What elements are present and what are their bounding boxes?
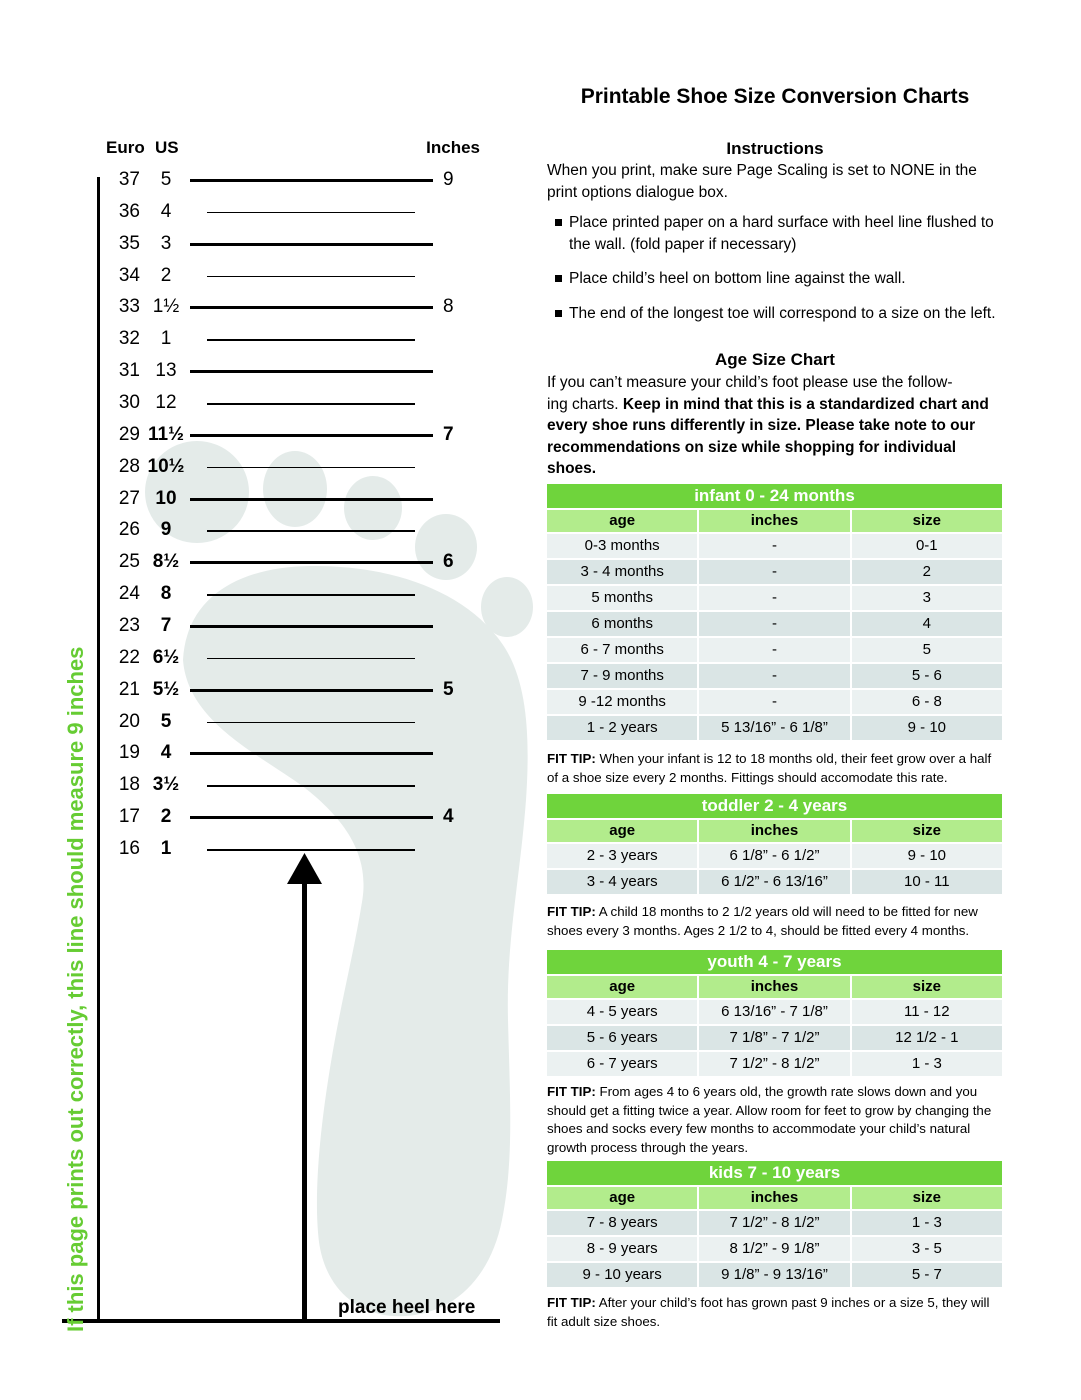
euro-size-label: 22 bbox=[118, 646, 140, 668]
euro-size-label: 19 bbox=[118, 742, 140, 764]
euro-size-label: 33 bbox=[118, 296, 140, 318]
us-size-label: 3 bbox=[160, 232, 172, 254]
inch-mark-label: 6 bbox=[443, 551, 454, 573]
column-header-age: age bbox=[547, 820, 697, 842]
table-cell-inches: 7 1/2” - 8 1/2” bbox=[699, 1211, 849, 1235]
table-title: toddler 2 - 4 years bbox=[547, 794, 1002, 818]
euro-size-label: 28 bbox=[118, 455, 140, 477]
content-column bbox=[547, 0, 1003, 1400]
fit-tip bbox=[547, 750, 1003, 787]
fit-tip-text: When your infant is 12 to 18 months old, their feet grow over a half of a shoe size every 2 months. Fittings should accomodate this rate. bbox=[547, 751, 992, 785]
table-grid bbox=[547, 820, 1002, 894]
euro-size-label: 18 bbox=[118, 774, 140, 796]
us-size-label: 9 bbox=[160, 519, 172, 541]
fit-tip-label: FIT TIP: bbox=[547, 751, 596, 766]
bullet-text: The end of the longest toe will correspond to a size on the left. bbox=[569, 304, 996, 322]
table-cell-age: 2 - 3 years bbox=[547, 844, 697, 868]
column-header-age: age bbox=[547, 1187, 697, 1209]
euro-column-header: Euro bbox=[106, 138, 145, 157]
euro-size-label: 32 bbox=[118, 328, 140, 350]
table-title: kids 7 - 10 years bbox=[547, 1161, 1002, 1185]
table-cell-inches: - bbox=[699, 534, 849, 558]
intro-bold-note: Keep in mind that this is a standardized chart and every shoe runs differently in size. Please take note to our recommendations on size while shopping for individual shoes. bbox=[547, 395, 989, 477]
us-size-label: 1 bbox=[160, 328, 172, 350]
instruction-bullet bbox=[547, 212, 1003, 255]
bullet-text: Place child’s heel on bottom line against the wall. bbox=[569, 270, 906, 287]
fit-tip-text: A child 18 months to 2 1/2 years old will need to be fitted for new shoes every 3 months. Ages 2 1/2 to 4, should be fitted every 4 months. bbox=[547, 904, 978, 938]
euro-size-label: 37 bbox=[118, 169, 140, 190]
inches-column-header: Inches bbox=[426, 138, 480, 157]
intro-line-2: ing charts. bbox=[547, 395, 623, 413]
euro-size-label: 30 bbox=[118, 392, 140, 414]
table-cell-size: 11 - 12 bbox=[852, 1000, 1002, 1024]
table-cell-size: 1 - 3 bbox=[852, 1211, 1002, 1235]
us-size-label: 5 bbox=[160, 710, 172, 732]
inch-mark-label: 5 bbox=[443, 678, 454, 700]
instructions-bullet-list bbox=[547, 212, 1003, 337]
instruction-bullet bbox=[547, 303, 1003, 325]
age-size-chart-heading: Age Size Chart bbox=[715, 350, 835, 369]
size-table bbox=[547, 484, 1002, 740]
table-cell-size: 12 1/2 - 1 bbox=[852, 1026, 1002, 1050]
us-size-label: 10½ bbox=[147, 455, 185, 477]
table-title: infant 0 - 24 months bbox=[547, 484, 1002, 508]
inch-mark-label: 9 bbox=[443, 169, 454, 190]
table-cell-size: 3 - 5 bbox=[852, 1237, 1002, 1261]
table-cell-inches: 7 1/8” - 7 1/2” bbox=[699, 1026, 849, 1050]
table-cell-size: 3 bbox=[852, 586, 1002, 610]
us-size-label: 8½ bbox=[152, 551, 180, 573]
us-size-label: 5½ bbox=[152, 678, 180, 700]
intro-line-1: If you can’t measure your child’s foot please use the follow- bbox=[547, 374, 953, 391]
table-cell-age: 5 months bbox=[547, 586, 697, 610]
fit-tip-label: FIT TIP: bbox=[547, 904, 596, 919]
euro-size-label: 29 bbox=[118, 423, 140, 445]
table-cell-inches: 6 1/8” - 6 1/2” bbox=[699, 844, 849, 868]
page-title: Printable Shoe Size Conversion Charts bbox=[580, 85, 970, 108]
table-cell-inches: - bbox=[699, 664, 849, 688]
instruction-bullet bbox=[547, 268, 1003, 290]
table-cell-size: 2 bbox=[852, 560, 1002, 584]
size-table bbox=[547, 794, 1002, 894]
column-header-size: size bbox=[852, 820, 1002, 842]
us-size-label: 3½ bbox=[152, 774, 180, 796]
table-cell-size: 4 bbox=[852, 612, 1002, 636]
table-cell-size: 0-1 bbox=[852, 534, 1002, 558]
us-size-label: 1 bbox=[160, 838, 172, 860]
table-cell-age: 5 - 6 years bbox=[547, 1026, 697, 1050]
table-cell-age: 7 - 9 months bbox=[547, 664, 697, 688]
euro-size-label: 20 bbox=[118, 710, 140, 732]
us-size-label: 6½ bbox=[152, 646, 180, 668]
us-size-label: 10 bbox=[155, 487, 177, 509]
us-size-label: 1½ bbox=[152, 296, 180, 318]
fit-tip bbox=[547, 1083, 1003, 1157]
table-grid bbox=[547, 510, 1002, 740]
size-table bbox=[547, 1161, 1002, 1287]
euro-size-label: 34 bbox=[118, 264, 140, 286]
column-header-inches: inches bbox=[699, 510, 849, 532]
us-size-label: 11½ bbox=[148, 423, 184, 445]
fit-tip-label: FIT TIP: bbox=[547, 1084, 596, 1099]
column-header-size: size bbox=[852, 976, 1002, 998]
column-header-size: size bbox=[852, 1187, 1002, 1209]
us-size-label: 8 bbox=[160, 583, 172, 605]
table-cell-inches: 8 1/2” - 9 1/8” bbox=[699, 1237, 849, 1261]
table-cell-age: 9 -12 months bbox=[547, 690, 697, 714]
us-size-label: 12 bbox=[155, 392, 177, 414]
age-size-chart-intro bbox=[547, 372, 1003, 480]
euro-size-label: 27 bbox=[118, 487, 140, 509]
table-cell-inches: 6 1/2” - 6 13/16” bbox=[699, 870, 849, 894]
print-check-note: If this page prints out correctly, this line should measure 9 inches bbox=[63, 646, 88, 1332]
euro-size-label: 21 bbox=[118, 678, 140, 700]
us-size-label: 5 bbox=[160, 169, 172, 190]
fit-tip-label: FIT TIP: bbox=[547, 1295, 596, 1310]
fit-tip bbox=[547, 1294, 1003, 1331]
table-grid bbox=[547, 976, 1002, 1076]
euro-size-label: 17 bbox=[118, 806, 140, 828]
euro-size-label: 26 bbox=[118, 519, 140, 541]
table-cell-age: 3 - 4 months bbox=[547, 560, 697, 584]
table-grid bbox=[547, 1187, 1002, 1287]
euro-size-label: 24 bbox=[118, 583, 140, 605]
us-size-label: 2 bbox=[160, 264, 172, 286]
size-table bbox=[547, 950, 1002, 1076]
column-header-inches: inches bbox=[699, 976, 849, 998]
table-cell-age: 9 - 10 years bbox=[547, 1263, 697, 1287]
table-cell-inches: - bbox=[699, 560, 849, 584]
euro-size-label: 31 bbox=[118, 360, 140, 382]
column-header-inches: inches bbox=[699, 820, 849, 842]
table-cell-age: 0-3 months bbox=[547, 534, 697, 558]
column-header-age: age bbox=[547, 510, 697, 532]
us-size-label: 2 bbox=[160, 806, 172, 828]
fit-tip bbox=[547, 903, 1003, 940]
instructions-intro: When you print, make sure Page Scaling is set to NONE in the print options dialogue box. bbox=[547, 162, 977, 201]
table-cell-inches: - bbox=[699, 638, 849, 662]
table-cell-size: 5 - 7 bbox=[852, 1263, 1002, 1287]
fit-tip-text: From ages 4 to 6 years old, the growth rate slows down and you should get a fitting twice a year. Allow room for feet to grow by changing the shoes and socks every few months to accommodate your child’s natural growth process through the years. bbox=[547, 1084, 992, 1155]
table-cell-inches: - bbox=[699, 612, 849, 636]
table-cell-age: 6 - 7 months bbox=[547, 638, 697, 662]
table-cell-inches: 6 13/16” - 7 1/8” bbox=[699, 1000, 849, 1024]
euro-size-label: 35 bbox=[118, 232, 140, 254]
table-cell-age: 4 - 5 years bbox=[547, 1000, 697, 1024]
euro-size-label: 16 bbox=[118, 838, 140, 860]
table-cell-age: 7 - 8 years bbox=[547, 1211, 697, 1235]
table-cell-inches: 7 1/2” - 8 1/2” bbox=[699, 1052, 849, 1076]
table-cell-inches: 9 1/8” - 9 13/16” bbox=[699, 1263, 849, 1287]
place-heel-here-label: place heel here bbox=[338, 1297, 476, 1318]
instructions-heading: Instructions bbox=[726, 139, 824, 158]
table-cell-size: 6 - 8 bbox=[852, 690, 1002, 714]
table-cell-age: 6 months bbox=[547, 612, 697, 636]
inch-mark-label: 7 bbox=[443, 423, 454, 445]
bullet-text: Place printed paper on a hard surface with heel line flushed to the wall. (fold paper if necessary) bbox=[569, 214, 994, 253]
table-cell-age: 3 - 4 years bbox=[547, 870, 697, 894]
column-header-age: age bbox=[547, 976, 697, 998]
table-cell-size: 10 - 11 bbox=[852, 870, 1002, 894]
us-size-label: 7 bbox=[160, 615, 172, 637]
us-size-label: 4 bbox=[160, 742, 172, 764]
table-cell-size: 9 - 10 bbox=[852, 716, 1002, 740]
column-header-inches: inches bbox=[699, 1187, 849, 1209]
fit-tip-text: After your child’s foot has grown past 9 inches or a size 5, they will fit adult size shoes. bbox=[547, 1295, 990, 1329]
table-cell-size: 1 - 3 bbox=[852, 1052, 1002, 1076]
table-cell-inches: 5 13/16” - 6 1/8” bbox=[699, 716, 849, 740]
table-cell-inches: - bbox=[699, 586, 849, 610]
inch-mark-label: 4 bbox=[443, 806, 454, 828]
euro-size-label: 25 bbox=[118, 551, 140, 573]
us-size-label: 13 bbox=[155, 360, 177, 382]
us-column-header: US bbox=[155, 138, 179, 157]
table-cell-inches: - bbox=[699, 690, 849, 714]
table-cell-size: 9 - 10 bbox=[852, 844, 1002, 868]
us-size-label: 4 bbox=[160, 200, 172, 222]
table-cell-age: 1 - 2 years bbox=[547, 716, 697, 740]
euro-size-label: 36 bbox=[118, 200, 140, 222]
table-cell-age: 6 - 7 years bbox=[547, 1052, 697, 1076]
table-cell-size: 5 bbox=[852, 638, 1002, 662]
column-header-size: size bbox=[852, 510, 1002, 532]
inch-mark-label: 8 bbox=[443, 296, 454, 318]
table-cell-size: 5 - 6 bbox=[852, 664, 1002, 688]
table-title: youth 4 - 7 years bbox=[547, 950, 1002, 974]
euro-size-label: 23 bbox=[118, 615, 140, 637]
table-cell-age: 8 - 9 years bbox=[547, 1237, 697, 1261]
